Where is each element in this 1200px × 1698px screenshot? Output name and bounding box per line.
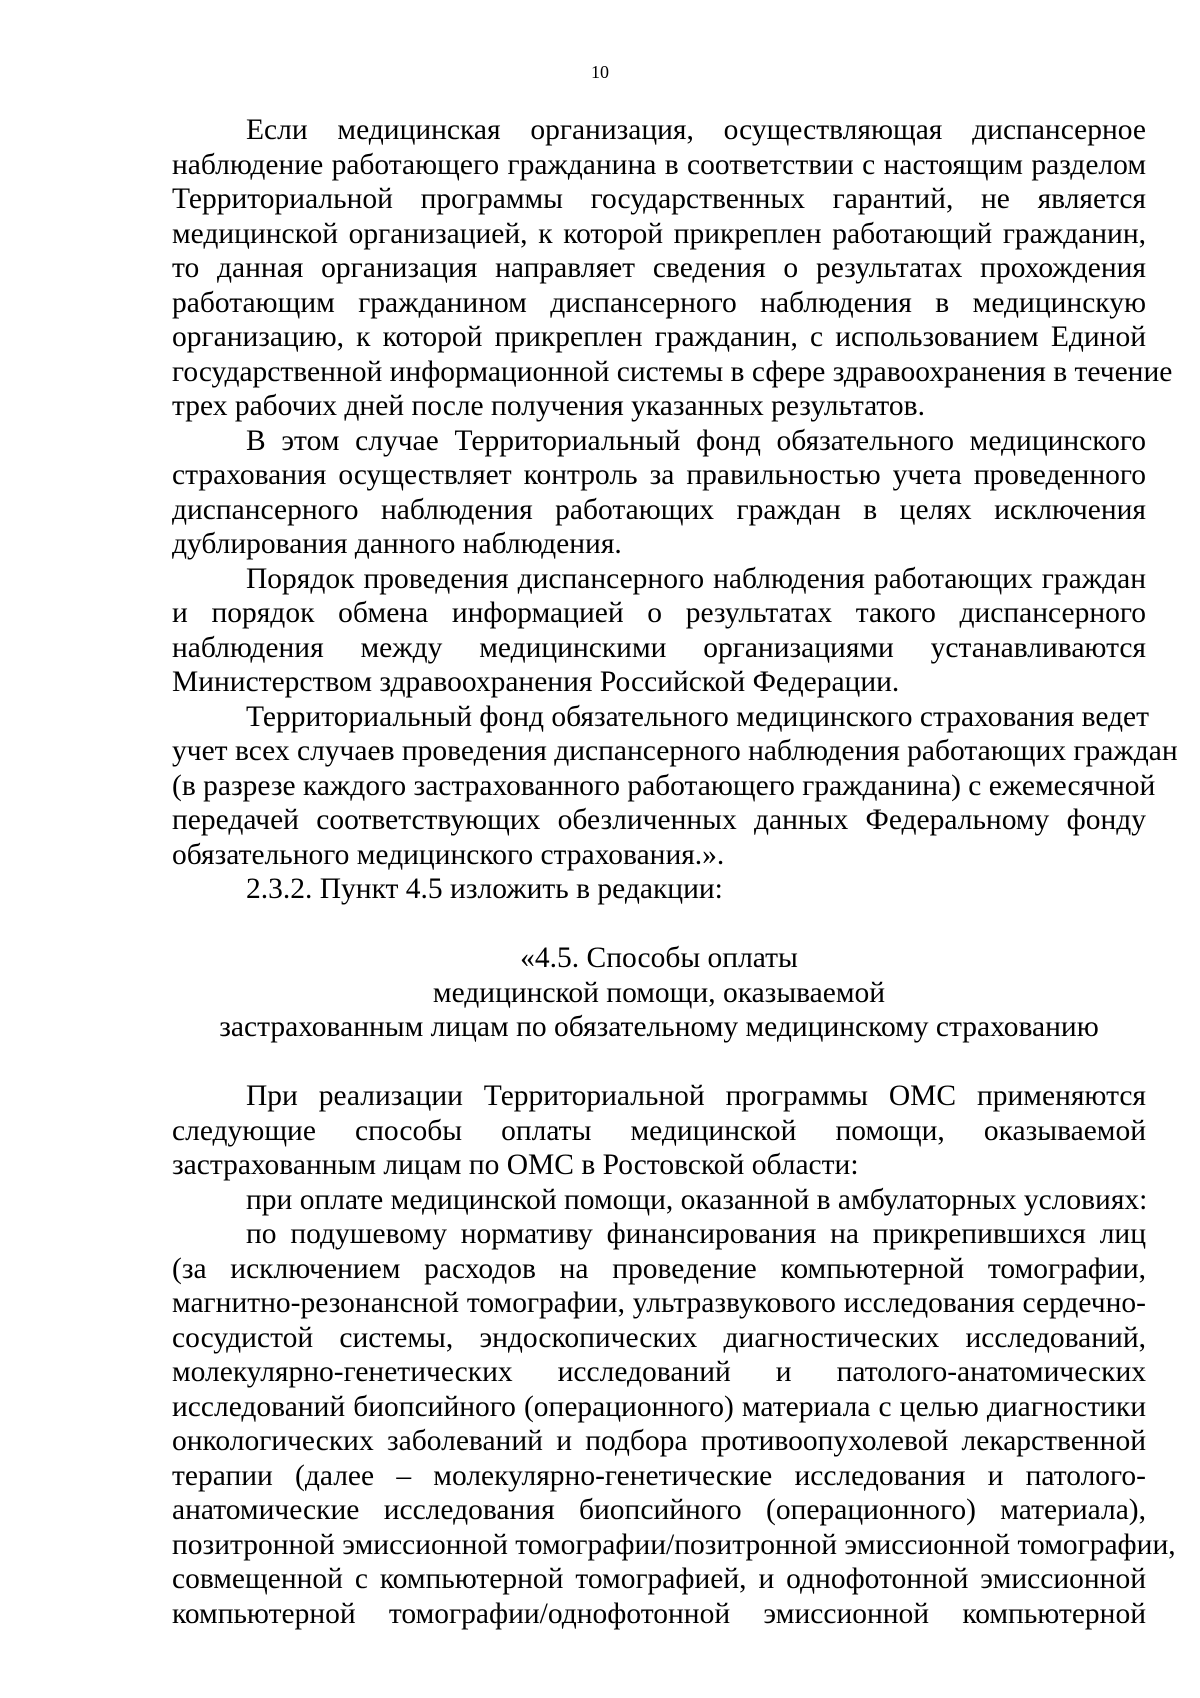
text-line: и порядок обмена информацией о результатах такого диспансерного bbox=[172, 597, 1146, 629]
text-line: учет всех случаев проведения диспансерного наблюдения работающих граждан bbox=[172, 735, 1178, 767]
text-line: работающим гражданином диспансерного наблюдения в медицинскую bbox=[172, 286, 1146, 319]
text-line: по подушевому нормативу финансирования на прикрепившихся лиц bbox=[246, 1218, 1146, 1250]
section-heading-line: застрахованным лицам по обязательному медицинскому страхованию bbox=[219, 1011, 1099, 1043]
text-line: сосудистой системы, эндоскопических диагностических исследований, bbox=[172, 1321, 1146, 1354]
text-line: государственной информационной системы в сфере здравоохранения в течение bbox=[172, 355, 1173, 388]
page-number: 10 bbox=[591, 62, 609, 82]
text-line: магнитно-резонансной томографии, ультразвукового исследования сердечно- bbox=[172, 1287, 1146, 1319]
text-line: Порядок проведения диспансерного наблюдения работающих граждан bbox=[246, 562, 1146, 595]
text-line: 2.3.2. Пункт 4.5 изложить в редакции: bbox=[246, 873, 723, 905]
text-line: следующие способы оплаты медицинской помощи, оказываемой bbox=[172, 1114, 1146, 1147]
section-heading-line: «4.5. Способы оплаты bbox=[520, 942, 798, 974]
text-line: Территориальной программы государственных гарантий, не является bbox=[172, 183, 1146, 215]
text-line: диспансерного наблюдения работающих граждан в целях исключения bbox=[172, 493, 1146, 526]
text-line: страхования осуществляет контроль за правильностью учета проведенного bbox=[172, 459, 1146, 491]
text-line: анатомические исследования биопсийного (операционного) материала), bbox=[172, 1494, 1146, 1526]
text-line: трех рабочих дней после получения указанных результатов. bbox=[172, 390, 925, 422]
text-line: исследований биопсийного (операционного) материала с целью диагностики bbox=[172, 1390, 1146, 1423]
text-line: дублирования данного наблюдения. bbox=[172, 528, 622, 560]
text-line: онкологических заболеваний и подбора противоопухолевой лекарственной bbox=[172, 1425, 1146, 1457]
section-heading-line: медицинской помощи, оказываемой bbox=[432, 976, 886, 1009]
text-line: Если медицинская организация, осуществляющая диспансерное bbox=[246, 114, 1146, 146]
text-line: При реализации Территориальной программы ОМС применяются bbox=[246, 1080, 1146, 1112]
text-line: наблюдение работающего гражданина в соответствии с настоящим разделом bbox=[172, 148, 1146, 181]
spacer bbox=[172, 1045, 1146, 1080]
text-line: Министерством здравоохранения Российской Федерации. bbox=[172, 666, 900, 698]
text-line: обязательного медицинского страхования.». bbox=[172, 838, 725, 871]
text-line: (в разрезе каждого застрахованного работающего гражданина) с ежемесячной bbox=[172, 769, 1156, 802]
text-line: Территориальный фонд обязательного медицинского страхования ведет bbox=[246, 700, 1150, 733]
text-line: организацию, к которой прикреплен гражданин, с использованием Единой bbox=[172, 321, 1146, 353]
text-line: (за исключением расходов на проведение компьютерной томографии, bbox=[172, 1252, 1146, 1285]
text-line: при оплате медицинской помощи, оказанной в амбулаторных условиях: bbox=[246, 1183, 1148, 1216]
text-line: медицинской организацией, к которой прикреплен работающий гражданин, bbox=[172, 217, 1146, 250]
text-line: молекулярно-генетических исследований и патолого-анатомических bbox=[172, 1356, 1146, 1388]
document-body bbox=[172, 113, 1178, 1631]
text-line: терапии (далее – молекулярно-генетические исследования и патолого- bbox=[172, 1459, 1146, 1492]
text-line: совмещенной с компьютерной томографией, и однофотонной эмиссионной bbox=[172, 1563, 1146, 1595]
text-line: компьютерной томографии/однофотонной эмиссионной компьютерной bbox=[172, 1597, 1146, 1630]
text-line: то данная организация направляет сведения о результатах прохождения bbox=[172, 252, 1146, 284]
text-line: наблюдения между медицинскими организациями устанавливаются bbox=[172, 631, 1146, 664]
text-line: позитронной эмиссионной томографии/позитронной эмиссионной томографии, bbox=[172, 1528, 1176, 1561]
text-line: В этом случае Территориальный фонд обязательного медицинского bbox=[246, 424, 1146, 457]
text-line: передачей соответствующих обезличенных данных Федеральному фонду bbox=[172, 804, 1146, 836]
text-line: застрахованным лицам по ОМС в Ростовской области: bbox=[172, 1149, 859, 1181]
spacer bbox=[172, 907, 1146, 942]
